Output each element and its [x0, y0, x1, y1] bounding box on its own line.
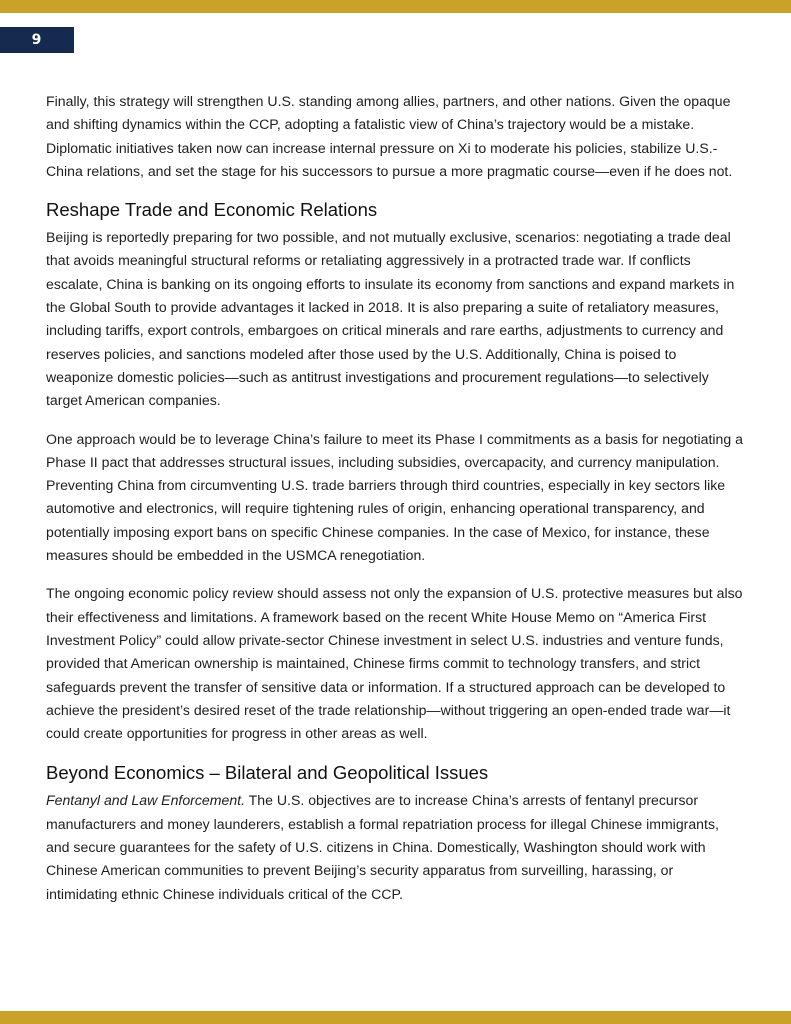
fentanyl-paragraph	[46, 789, 746, 905]
top-accent-bar	[0, 0, 791, 13]
beyond-section-heading: Beyond Economics – Bilateral and Geopolitical Issues	[46, 762, 489, 784]
page-number-badge: 9	[0, 27, 74, 53]
document-body	[46, 90, 746, 906]
trade-paragraph-2: One approach would be to leverage China’s failure to meet its Phase I commitments as a basis for negotiating a Phase II pact that addresses structural issues, including subsidies, overcapacity, and currency manipulation. Preventing China from circumventing U.S. trade barriers through third countries, especially in key sectors like automotive and electronics, will require tightening rules of origin, enhancing operational transparency, and potentially imposing export bans on specific Chinese companies. In the case of Mexico, for instance, these measures should be embedded in the USMCA renegotiation.	[46, 430, 743, 564]
trade-paragraph-3: The ongoing economic policy review should assess not only the expansion of U.S. protective measures but also their effectiveness and limitations. A framework based on the recent White House Memo on “America First Investment Policy” could allow private-sector Chinese investment in select U.S. industries and venture funds, provided that American ownership is maintained, Chinese firms commit to technology transfers, and strict safeguards prevent the transfer of sensitive data or information. If a structured approach can be developed to achieve the president’s desired reset of the trade relationship—without triggering an open-ended trade war—it could create opportunities for progress in other areas as well.	[46, 585, 743, 742]
fentanyl-body-text: The U.S. objectives are to increase China’s arrests of fentanyl precursor manufacturers and money launderers, establish a formal repatriation process for illegal Chinese immigrants, and secure guarantees for the safety of U.S. citizens in China. Domestically, Washington should work with Chinese American communities to prevent Beijing’s security apparatus from surveilling, harassing, or intimidating ethnic Chinese individuals critical of the CCP.	[46, 792, 719, 902]
trade-paragraph-1: Beijing is reportedly preparing for two possible, and not mutually exclusive, scenarios: negotiating a trade deal that avoids meaningful structural reforms or retaliating aggressively in a protracted trade war. If conflicts escalate, China is banking on its ongoing efforts to insulate its economy from sanctions and expand markets in the Global South to provide advantages it lacked in 2018. It is also preparing a suite of retaliatory measures, including tariffs, export controls, embargoes on critical minerals and rare earths, adjustments to currency and reserves policies, and sanctions modeled after those used by the U.S. Additionally, China is poised to weaponize domestic policies—such as antitrust investigations and procurement regulations—to selectively target American companies.	[46, 229, 735, 409]
trade-section-heading: Reshape Trade and Economic Relations	[46, 199, 378, 221]
fentanyl-lead-in: Fentanyl and Law Enforcement.	[46, 792, 245, 809]
intro-paragraph: Finally, this strategy will strengthen U.S. standing among allies, partners, and other nations. Given the opaque and shifting dynamics within the CCP, adopting a fatalistic view of China’s trajectory would be a mistake. Diplomatic initiatives taken now can increase internal pressure on Xi to moderate his policies, stabilize U.S.-China relations, and set the stage for his successors to pursue a more pragmatic course—even if he does not.	[46, 93, 733, 179]
bottom-accent-bar	[0, 1011, 791, 1024]
